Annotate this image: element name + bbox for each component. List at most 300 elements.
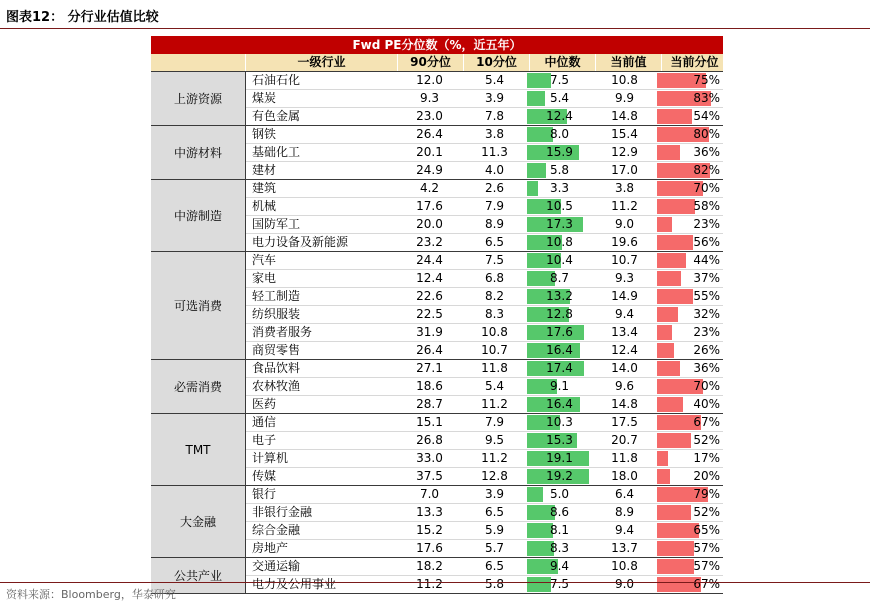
percentile-value: 55%: [693, 289, 720, 303]
sector-rows: [246, 360, 723, 413]
median-cell: [527, 432, 592, 449]
header-p90: 90分位: [397, 54, 463, 71]
percentile-value: 17%: [693, 451, 720, 465]
median-cell: [527, 540, 592, 557]
median-value: 16.4: [546, 397, 573, 411]
percentile-value: 52%: [693, 433, 720, 447]
table-row: [246, 539, 723, 557]
percentile-cell: [657, 324, 722, 341]
p90-cell: 26.8: [416, 433, 443, 447]
sector-rows: [246, 180, 723, 251]
p10-cell: 11.2: [481, 397, 508, 411]
median-value: 7.5: [549, 577, 570, 591]
industry-cell: 电子: [252, 433, 277, 447]
industry-cell: 国防军工: [252, 217, 301, 231]
median-value: 17.4: [546, 361, 573, 375]
percentile-value: 36%: [693, 145, 720, 159]
industry-cell: 传媒: [252, 469, 277, 483]
sector-group: [151, 558, 723, 594]
percentile-value: 23%: [693, 325, 720, 339]
table-row: [246, 431, 723, 449]
p10-cell: 10.7: [481, 343, 508, 357]
current-cell: 11.2: [611, 199, 638, 213]
industry-cell: 综合金融: [252, 523, 301, 537]
table-row: [246, 126, 723, 143]
median-value: 17.6: [546, 325, 573, 339]
table-body: [151, 72, 723, 594]
table-row: [246, 395, 723, 413]
median-value: 10.3: [546, 415, 573, 429]
p10-cell: 5.4: [484, 73, 505, 87]
percentile-value: 56%: [693, 235, 720, 249]
sector-group: [151, 126, 723, 180]
median-value: 8.1: [549, 523, 570, 537]
percentile-value: 75%: [693, 73, 720, 87]
p90-cell: 20.1: [416, 145, 443, 159]
percentile-cell: [657, 162, 722, 179]
median-value: 5.8: [549, 163, 570, 177]
sector-group: [151, 72, 723, 126]
percentile-cell: [657, 522, 722, 539]
industry-cell: 汽车: [252, 253, 277, 267]
current-cell: 14.9: [611, 289, 638, 303]
current-cell: 9.0: [614, 217, 635, 231]
industry-cell: 食品饮料: [252, 361, 301, 375]
industry-cell: 通信: [252, 415, 277, 429]
percentile-cell: [657, 360, 722, 377]
table-row: [246, 233, 723, 251]
p10-cell: 11.2: [481, 451, 508, 465]
table-row: [246, 72, 723, 89]
sector-rows: [246, 252, 723, 359]
p90-cell: 28.7: [416, 397, 443, 411]
table-row: [246, 521, 723, 539]
median-cell: [527, 270, 592, 287]
current-cell: 12.9: [611, 145, 638, 159]
p90-cell: 27.1: [416, 361, 443, 375]
header-industry: 一级行业: [245, 54, 397, 71]
table-row: [246, 197, 723, 215]
percentile-value: 40%: [693, 397, 720, 411]
percentile-value: 70%: [693, 181, 720, 195]
industry-cell: 非银行金融: [252, 505, 313, 519]
p10-cell: 8.3: [484, 307, 505, 321]
table-header: [151, 54, 723, 72]
table-row: [246, 215, 723, 233]
p90-cell: 37.5: [416, 469, 443, 483]
percentile-cell: [657, 108, 722, 125]
percentile-cell: [657, 288, 722, 305]
p10-cell: 3.9: [484, 487, 505, 501]
p10-cell: 9.5: [484, 433, 505, 447]
current-cell: 10.8: [611, 73, 638, 87]
industry-cell: 房地产: [252, 541, 289, 555]
median-value: 15.9: [546, 145, 573, 159]
percentile-cell: [657, 198, 722, 215]
sector-rows: [246, 414, 723, 485]
median-cell: [527, 522, 592, 539]
current-cell: 9.0: [614, 577, 635, 591]
p10-cell: 5.8: [484, 577, 505, 591]
median-cell: [527, 72, 592, 89]
percentile-value: 82%: [693, 163, 720, 177]
percentile-cell: [657, 234, 722, 251]
p90-cell: 26.4: [416, 127, 443, 141]
median-cell: [527, 414, 592, 431]
median-value: 9.1: [549, 379, 570, 393]
sector-group: [151, 180, 723, 252]
percentile-value: 70%: [693, 379, 720, 393]
p10-cell: 7.9: [484, 415, 505, 429]
p10-cell: 5.9: [484, 523, 505, 537]
p90-cell: 12.0: [416, 73, 443, 87]
sector-group: [151, 414, 723, 486]
p10-cell: 2.6: [484, 181, 505, 195]
percentile-cell: [657, 450, 722, 467]
table-row: [246, 107, 723, 125]
industry-cell: 交通运输: [252, 559, 301, 573]
header-median: 中位数: [529, 54, 595, 71]
percentile-cell: [657, 342, 722, 359]
sector-rows: [246, 486, 723, 557]
table-row: [246, 503, 723, 521]
median-cell: [527, 450, 592, 467]
percentile-value: 57%: [693, 559, 720, 573]
median-cell: [527, 576, 592, 593]
header-sector: [151, 54, 245, 71]
table-row: [246, 377, 723, 395]
p10-cell: 7.5: [484, 253, 505, 267]
percentile-value: 58%: [693, 199, 720, 213]
median-value: 10.5: [546, 199, 573, 213]
industry-cell: 石油石化: [252, 73, 301, 87]
table-row: [246, 449, 723, 467]
p90-cell: 20.0: [416, 217, 443, 231]
percentile-cell: [657, 378, 722, 395]
current-cell: 11.8: [611, 451, 638, 465]
p10-cell: 4.0: [484, 163, 505, 177]
median-value: 5.4: [549, 91, 570, 105]
median-cell: [527, 360, 592, 377]
median-value: 12.8: [546, 307, 573, 321]
median-cell: [527, 288, 592, 305]
percentile-value: 23%: [693, 217, 720, 231]
p90-cell: 4.2: [419, 181, 440, 195]
current-cell: 14.8: [611, 109, 638, 123]
p90-cell: 18.2: [416, 559, 443, 573]
median-value: 16.4: [546, 343, 573, 357]
industry-cell: 计算机: [252, 451, 289, 465]
p10-cell: 5.7: [484, 541, 505, 555]
current-cell: 13.4: [611, 325, 638, 339]
sector-rows: [246, 126, 723, 179]
median-value: 17.3: [546, 217, 573, 231]
table-row: [246, 486, 723, 503]
p10-cell: 11.8: [481, 361, 508, 375]
header-current-pct: 当前分位: [661, 54, 727, 71]
percentile-value: 65%: [693, 523, 720, 537]
median-value: 3.3: [549, 181, 570, 195]
sector-label: TMT: [151, 414, 246, 485]
source-note: 资料来源：Bloomberg，华泰研究: [6, 588, 176, 601]
p10-cell: 6.8: [484, 271, 505, 285]
median-cell: [527, 162, 592, 179]
median-value: 8.7: [549, 271, 570, 285]
top-rule: [0, 28, 870, 29]
industry-cell: 基础化工: [252, 145, 301, 159]
current-cell: 8.9: [614, 505, 635, 519]
current-cell: 9.4: [614, 307, 635, 321]
p90-cell: 13.3: [416, 505, 443, 519]
table-row: [246, 360, 723, 377]
current-cell: 9.3: [614, 271, 635, 285]
median-cell: [527, 234, 592, 251]
current-cell: 14.8: [611, 397, 638, 411]
sector-label: 上游资源: [151, 72, 246, 125]
p10-cell: 12.8: [481, 469, 508, 483]
p90-cell: 7.0: [419, 487, 440, 501]
p90-cell: 33.0: [416, 451, 443, 465]
industry-cell: 电力设备及新能源: [252, 235, 349, 249]
median-cell: [527, 558, 592, 575]
p90-cell: 24.9: [416, 163, 443, 177]
table-row: [246, 341, 723, 359]
p10-cell: 6.5: [484, 559, 505, 573]
table-row: [246, 575, 723, 593]
table-row: [246, 305, 723, 323]
percentile-cell: [657, 414, 722, 431]
current-cell: 17.5: [611, 415, 638, 429]
industry-cell: 煤炭: [252, 91, 277, 105]
percentile-cell: [657, 504, 722, 521]
industry-cell: 建材: [252, 163, 277, 177]
industry-cell: 钢铁: [252, 127, 277, 141]
bottom-rule: [0, 582, 870, 583]
median-cell: [527, 144, 592, 161]
median-value: 10.8: [546, 235, 573, 249]
current-cell: 15.4: [611, 127, 638, 141]
table-row: [246, 180, 723, 197]
figure-title: 图表12： 分行业估值比较: [6, 10, 159, 25]
table-row: [246, 252, 723, 269]
sector-label: 公共产业: [151, 558, 246, 593]
percentile-cell: [657, 558, 722, 575]
industry-cell: 家电: [252, 271, 277, 285]
p90-cell: 12.4: [416, 271, 443, 285]
percentile-cell: [657, 216, 722, 233]
percentile-value: 26%: [693, 343, 720, 357]
table-row: [246, 558, 723, 575]
percentile-value: 37%: [693, 271, 720, 285]
p90-cell: 9.3: [419, 91, 440, 105]
industry-cell: 商贸零售: [252, 343, 301, 357]
percentile-cell: [657, 180, 722, 197]
percentile-value: 80%: [693, 127, 720, 141]
median-cell: [527, 504, 592, 521]
percentile-cell: [657, 270, 722, 287]
percentile-cell: [657, 144, 722, 161]
table-row: [246, 467, 723, 485]
current-cell: 10.7: [611, 253, 638, 267]
table-row: [246, 89, 723, 107]
percentile-value: 32%: [693, 307, 720, 321]
sector-group: [151, 486, 723, 558]
p90-cell: 17.6: [416, 199, 443, 213]
p10-cell: 7.9: [484, 199, 505, 213]
median-cell: [527, 180, 592, 197]
table-row: [246, 143, 723, 161]
industry-cell: 电力及公用事业: [252, 577, 337, 591]
median-value: 19.1: [546, 451, 573, 465]
median-value: 8.3: [549, 541, 570, 555]
current-cell: 10.8: [611, 559, 638, 573]
current-cell: 17.0: [611, 163, 638, 177]
percentile-cell: [657, 306, 722, 323]
percentile-value: 57%: [693, 541, 720, 555]
industry-cell: 有色金属: [252, 109, 301, 123]
median-value: 13.2: [546, 289, 573, 303]
current-cell: 9.6: [614, 379, 635, 393]
median-value: 19.2: [546, 469, 573, 483]
median-cell: [527, 306, 592, 323]
median-cell: [527, 108, 592, 125]
industry-cell: 机械: [252, 199, 277, 213]
p10-cell: 6.5: [484, 235, 505, 249]
percentile-cell: [657, 432, 722, 449]
current-cell: 9.9: [614, 91, 635, 105]
median-cell: [527, 126, 592, 143]
percentile-value: 52%: [693, 505, 720, 519]
p90-cell: 22.5: [416, 307, 443, 321]
median-value: 8.0: [549, 127, 570, 141]
current-cell: 14.0: [611, 361, 638, 375]
sector-group: [151, 360, 723, 414]
current-cell: 12.4: [611, 343, 638, 357]
percentile-cell: [657, 486, 722, 503]
table-row: [246, 287, 723, 305]
percentile-value: 36%: [693, 361, 720, 375]
industry-cell: 消费者服务: [252, 325, 313, 339]
valuation-table: [151, 36, 723, 594]
p90-cell: 22.6: [416, 289, 443, 303]
percentile-cell: [657, 72, 722, 89]
median-value: 5.0: [549, 487, 570, 501]
percentile-cell: [657, 126, 722, 143]
median-cell: [527, 486, 592, 503]
median-value: 15.3: [546, 433, 573, 447]
header-current: 当前值: [595, 54, 661, 71]
median-cell: [527, 216, 592, 233]
p90-cell: 11.2: [416, 577, 443, 591]
median-cell: [527, 324, 592, 341]
current-cell: 19.6: [611, 235, 638, 249]
p90-cell: 26.4: [416, 343, 443, 357]
median-cell: [527, 342, 592, 359]
table-row: [246, 161, 723, 179]
p90-cell: 23.0: [416, 109, 443, 123]
p90-cell: 24.4: [416, 253, 443, 267]
p10-cell: 8.9: [484, 217, 505, 231]
percentile-value: 67%: [693, 415, 720, 429]
median-value: 12.4: [546, 109, 573, 123]
percentile-cell: [657, 90, 722, 107]
current-cell: 20.7: [611, 433, 638, 447]
median-cell: [527, 198, 592, 215]
sector-label: 可选消费: [151, 252, 246, 359]
p10-cell: 10.8: [481, 325, 508, 339]
industry-cell: 建筑: [252, 181, 277, 195]
p90-cell: 18.6: [416, 379, 443, 393]
p90-cell: 23.2: [416, 235, 443, 249]
p90-cell: 17.6: [416, 541, 443, 555]
percentile-cell: [657, 396, 722, 413]
sector-label: 中游材料: [151, 126, 246, 179]
sector-rows: [246, 558, 723, 593]
industry-cell: 农林牧渔: [252, 379, 301, 393]
p90-cell: 15.1: [416, 415, 443, 429]
p10-cell: 6.5: [484, 505, 505, 519]
table-title: Fwd PE分位数（%，近五年）: [151, 36, 723, 54]
median-cell: [527, 378, 592, 395]
sector-label: 大金融: [151, 486, 246, 557]
p10-cell: 8.2: [484, 289, 505, 303]
table-row: [246, 269, 723, 287]
percentile-value: 44%: [693, 253, 720, 267]
p90-cell: 31.9: [416, 325, 443, 339]
p10-cell: 5.4: [484, 379, 505, 393]
median-value: 9.4: [549, 559, 570, 573]
median-cell: [527, 396, 592, 413]
median-value: 10.4: [546, 253, 573, 267]
sector-group: [151, 252, 723, 360]
sector-label: 中游制造: [151, 180, 246, 251]
current-cell: 13.7: [611, 541, 638, 555]
industry-cell: 纺织服装: [252, 307, 301, 321]
current-cell: 6.4: [614, 487, 635, 501]
industry-cell: 银行: [252, 487, 277, 501]
percentile-value: 54%: [693, 109, 720, 123]
median-cell: [527, 252, 592, 269]
percentile-value: 83%: [693, 91, 720, 105]
industry-cell: 医药: [252, 397, 277, 411]
p10-cell: 7.8: [484, 109, 505, 123]
header-p10: 10分位: [463, 54, 529, 71]
median-value: 7.5: [549, 73, 570, 87]
median-cell: [527, 90, 592, 107]
p10-cell: 3.8: [484, 127, 505, 141]
p10-cell: 3.9: [484, 91, 505, 105]
percentile-cell: [657, 540, 722, 557]
percentile-cell: [657, 252, 722, 269]
p90-cell: 15.2: [416, 523, 443, 537]
current-cell: 18.0: [611, 469, 638, 483]
sector-label: 必需消费: [151, 360, 246, 413]
table-row: [246, 323, 723, 341]
percentile-value: 67%: [693, 577, 720, 591]
percentile-value: 79%: [693, 487, 720, 501]
percentile-value: 20%: [693, 469, 720, 483]
current-cell: 9.4: [614, 523, 635, 537]
percentile-cell: [657, 468, 722, 485]
table-row: [246, 414, 723, 431]
percentile-cell: [657, 576, 722, 593]
sector-rows: [246, 72, 723, 125]
industry-cell: 轻工制造: [252, 289, 301, 303]
median-value: 8.6: [549, 505, 570, 519]
median-cell: [527, 468, 592, 485]
p10-cell: 11.3: [481, 145, 508, 159]
current-cell: 3.8: [614, 181, 635, 195]
